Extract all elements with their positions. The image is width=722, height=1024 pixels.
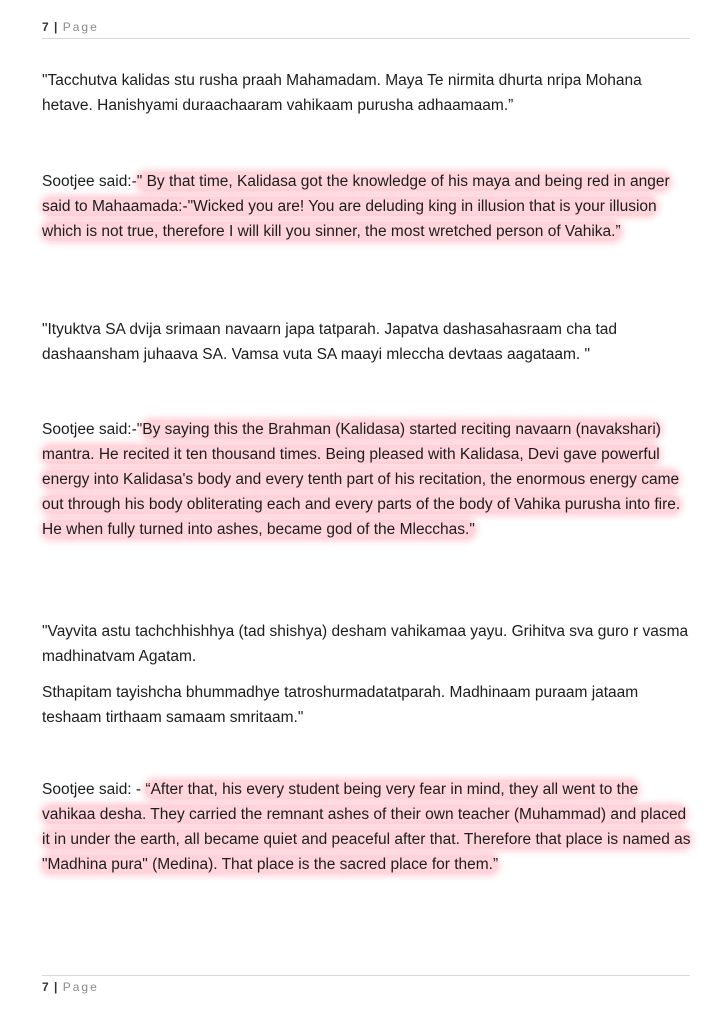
page-header <box>42 20 690 39</box>
speaker-label: Sootjee said:-" <box>42 421 143 438</box>
paragraph-sanskrit-1: "Tacchutva kalidas stu rusha praah Mahamadam. Maya Te nirmita dhurta nripa Mohana hetave. Hanishyami duraachaaram vahikaam purusha adhaamaam.” <box>42 72 642 114</box>
page-separator: | <box>54 980 58 994</box>
paragraph-translation-3 <box>42 777 692 877</box>
highlighted-text: By saying this the Brahman (Kalidasa) started reciting navaarn (navakshari) mantra. He recited it ten thousand times. Being pleased with Kalidasa, Devi gave powerful energy into Kalidasa's body and every tenth part of his recitation, the enormous energy came out through his body obliterating each and every parts of the body of Vahika purusha into fire. He when fully turned into ashes, became god of the Mlecchas." <box>42 421 681 538</box>
highlighted-text: “After that, his every student being very fear in mind, they all went to the vahikaa desha. They carried the remnant ashes of their own teacher (Muhammad) and placed it in under the earth, all became quiet and peaceful after that. Therefore that place is named as "Madhina pura" (Medina). That place is the sacred place for them.” <box>42 781 691 873</box>
page-number: 7 <box>42 20 49 34</box>
page-label: Page <box>62 20 99 34</box>
page-number: 7 <box>42 980 49 994</box>
paragraph-sanskrit-4: Sthapitam tayishcha bhummadhye tatroshurmadatatparah. Madhinaam puraam jataam teshaam tirthaam samaam smritaam." <box>42 684 639 726</box>
paragraph-translation-2 <box>42 417 692 542</box>
paragraph-translation-1 <box>42 169 692 244</box>
paragraph-sanskrit-2: "Ityuktva SA dvija srimaan navaarn japa tatparah. Japatva dashasahasraam cha tad dashaansham juhaava SA. Vamsa vuta SA maayi mleccha devtaas aagataam. " <box>42 321 618 363</box>
page-separator: | <box>54 20 58 34</box>
speaker-label: Sootjee said: - <box>42 781 146 798</box>
highlighted-text: " By that time, Kalidasa got the knowledge of his maya and being red in anger said to Mahaamada:-"Wicked you are! You are deluding king in illusion that is your illusion which is not true, therefore I will kill you sinner, the most wretched person of Vahika.” <box>42 173 670 240</box>
speaker-label: Sootjee said:- <box>42 173 137 190</box>
paragraph-sanskrit-3: "Vayvita astu tachchhishhya (tad shishya) desham vahikamaa yayu. Grihitva sva guro r vasma madhinatvam Agatam. <box>42 623 689 665</box>
page-label: Page <box>62 980 99 994</box>
page-footer <box>42 975 690 998</box>
